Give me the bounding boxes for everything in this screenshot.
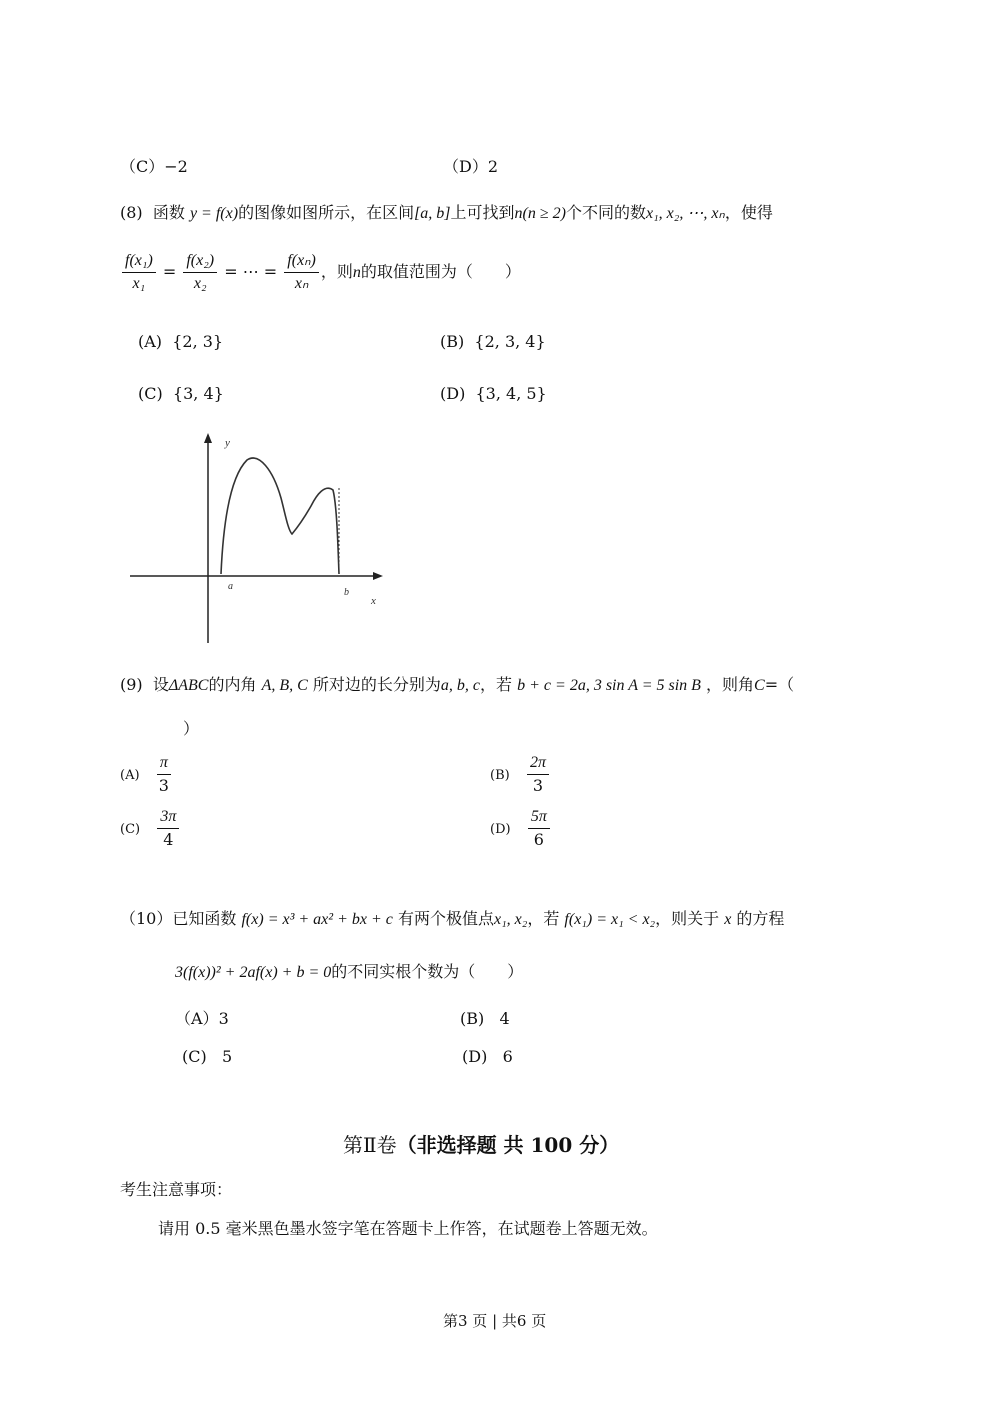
section-title-plain: 第Ⅱ卷 xyxy=(343,1133,397,1157)
q7-option-d-label: （D） xyxy=(443,157,488,176)
q9-text: =（ xyxy=(764,675,795,694)
a-label: a xyxy=(228,581,233,592)
q9-text: 设 xyxy=(152,675,169,694)
q8-number: (8) xyxy=(120,203,143,222)
notice-heading: 考生注意事项： xyxy=(120,1180,233,1199)
q9-triangle: ΔABC xyxy=(168,677,209,694)
q9-text: 的内角 xyxy=(208,675,257,694)
option-label: (C) xyxy=(120,822,141,837)
q10-equation: 3(f(x))² + 2af(x) + b = 0 xyxy=(175,964,332,981)
q9-sides: a, b, c xyxy=(440,677,481,694)
option-fraction xyxy=(528,806,550,851)
q7-option-c-value: −2 xyxy=(164,157,188,176)
y-axis-arrow xyxy=(204,433,212,443)
q8-function-graph xyxy=(125,428,395,646)
q10-option-a xyxy=(175,1009,229,1029)
q9-option-d xyxy=(490,806,552,851)
frac-numerator: f(x₁) xyxy=(122,250,156,273)
option-label: (C) xyxy=(182,1047,207,1066)
q9-condition: b + c = 2a, 3 sin A = 5 sin B xyxy=(517,677,701,694)
option-value: 5 xyxy=(222,1047,233,1066)
frac-denominator: x₂ xyxy=(193,275,207,292)
q9-text: ，若 xyxy=(480,675,513,694)
equals-sign: = xyxy=(162,262,177,281)
notice-body: 请用 0.5 毫米黑色墨水签字笔在答题卡上作答，在试题卷上答题无效。 xyxy=(158,1219,658,1238)
frac-denominator: xₙ xyxy=(294,275,309,292)
option-label: (D) xyxy=(490,822,511,837)
option-label: （A） xyxy=(175,1009,219,1028)
frac-denominator: 3 xyxy=(532,776,544,795)
x-axis-arrow xyxy=(373,572,383,580)
q9-angle-c: C xyxy=(754,677,765,694)
option-value: {3, 4} xyxy=(172,384,224,403)
q8-fraction-1 xyxy=(122,250,156,295)
option-value: {2, 3} xyxy=(172,332,224,351)
frac-numerator: f(x₂) xyxy=(183,250,217,273)
q10-function: f(x) = x³ + ax² + bx + c xyxy=(241,911,393,928)
q8-n-condition: n(n ≥ 2) xyxy=(514,205,566,222)
frac-denominator: 3 xyxy=(158,776,169,795)
frac-denominator: 4 xyxy=(163,830,174,849)
option-label: (A) xyxy=(138,332,163,351)
equals-dots: = ⋯ = xyxy=(224,262,278,281)
option-value: 3 xyxy=(218,1009,229,1028)
option-label: (B) xyxy=(490,768,510,783)
q10-text: ，则关于 xyxy=(655,909,720,928)
option-label: (B) xyxy=(460,1009,485,1028)
option-label: (D) xyxy=(462,1047,488,1066)
q8-stem-line1 xyxy=(120,203,773,224)
q9-stem xyxy=(120,675,794,696)
q10-text: 的方程 xyxy=(736,909,785,928)
function-curve xyxy=(221,458,339,574)
q8-text: 的图像如图所示，在区间 xyxy=(238,203,415,222)
q8-option-c xyxy=(138,384,224,404)
page-footer: 第3 页 | 共6 页 xyxy=(443,1312,547,1330)
q10-text: 的不同实根个数为（ ） xyxy=(331,962,524,981)
q10-option-c xyxy=(182,1047,232,1067)
frac-numerator: 3π xyxy=(157,806,179,829)
q7-option-d xyxy=(443,157,498,177)
q7-option-c xyxy=(120,157,188,177)
q8-interval: [a, b] xyxy=(414,205,451,222)
q8-text: ，使得 xyxy=(724,203,773,222)
q10-x: x xyxy=(724,911,732,928)
option-value: {2, 3, 4} xyxy=(474,332,546,351)
frac-numerator: 2π xyxy=(527,752,549,775)
q10-option-d xyxy=(462,1047,513,1067)
q8-text: 上可找到 xyxy=(450,203,515,222)
q8-option-b xyxy=(440,332,546,352)
q9-text: 所对边的长分别为 xyxy=(312,675,441,694)
option-value: {3, 4, 5} xyxy=(475,384,547,403)
option-value: 4 xyxy=(499,1009,510,1028)
frac-numerator: f(xₙ) xyxy=(284,250,319,273)
q9-angles: A, B, C xyxy=(261,677,308,694)
x-axis-label: x xyxy=(371,595,376,607)
option-label: (D) xyxy=(440,384,466,403)
q10-option-b xyxy=(460,1009,510,1029)
q9-option-b xyxy=(490,752,551,797)
option-value: 6 xyxy=(502,1047,513,1066)
q10-number: （10） xyxy=(120,909,173,928)
option-label: (C) xyxy=(138,384,163,403)
q8-xs: x₁, x₂, ⋯, xₙ xyxy=(646,205,725,222)
option-label: (A) xyxy=(120,768,140,783)
q7-option-d-value: 2 xyxy=(487,157,499,176)
q8-text: ，则 xyxy=(320,262,353,281)
q8-fraction-2 xyxy=(183,250,217,295)
q10-xs: x₁, x₂ xyxy=(493,911,528,928)
q10-stem-line1 xyxy=(120,909,784,930)
section-title-bold: （非选择题 共 100 分） xyxy=(396,1133,620,1157)
q8-stem-line2 xyxy=(120,250,521,295)
b-label: b xyxy=(344,587,349,598)
q9-text: ，则角 xyxy=(706,675,755,694)
q8-text: 个不同的数 xyxy=(565,203,646,222)
q9-option-a xyxy=(120,752,173,797)
option-label: (B) xyxy=(440,332,465,351)
q10-condition: f(x₁) = x₁ < x₂ xyxy=(564,911,656,928)
frac-numerator: π xyxy=(157,752,171,775)
q10-stem-line2 xyxy=(175,962,523,983)
q8-option-d xyxy=(440,384,547,404)
q10-text: 已知函数 xyxy=(172,909,237,928)
option-fraction xyxy=(527,752,549,797)
frac-denominator: 6 xyxy=(533,830,544,849)
q8-function: y = f(x) xyxy=(189,205,239,222)
frac-denominator: x₁ xyxy=(132,275,146,292)
section-title xyxy=(343,1129,619,1158)
q8-text: 的取值范围为（ ） xyxy=(360,262,521,281)
q9-option-c xyxy=(120,806,181,851)
q7-option-c-label: （C） xyxy=(120,157,165,176)
q8-option-a xyxy=(138,332,223,352)
q8-n: n xyxy=(352,264,361,281)
q9-close-paren: ） xyxy=(183,719,200,738)
frac-numerator: 5π xyxy=(528,806,550,829)
q8-text: 函数 xyxy=(152,203,185,222)
y-axis-label: y xyxy=(225,437,230,449)
q9-number: (9) xyxy=(120,675,143,694)
q10-text: ，若 xyxy=(527,909,560,928)
q8-fraction-3 xyxy=(284,250,319,295)
option-fraction xyxy=(157,806,179,851)
q10-text: 有两个极值点 xyxy=(397,909,494,928)
option-fraction xyxy=(157,752,171,797)
